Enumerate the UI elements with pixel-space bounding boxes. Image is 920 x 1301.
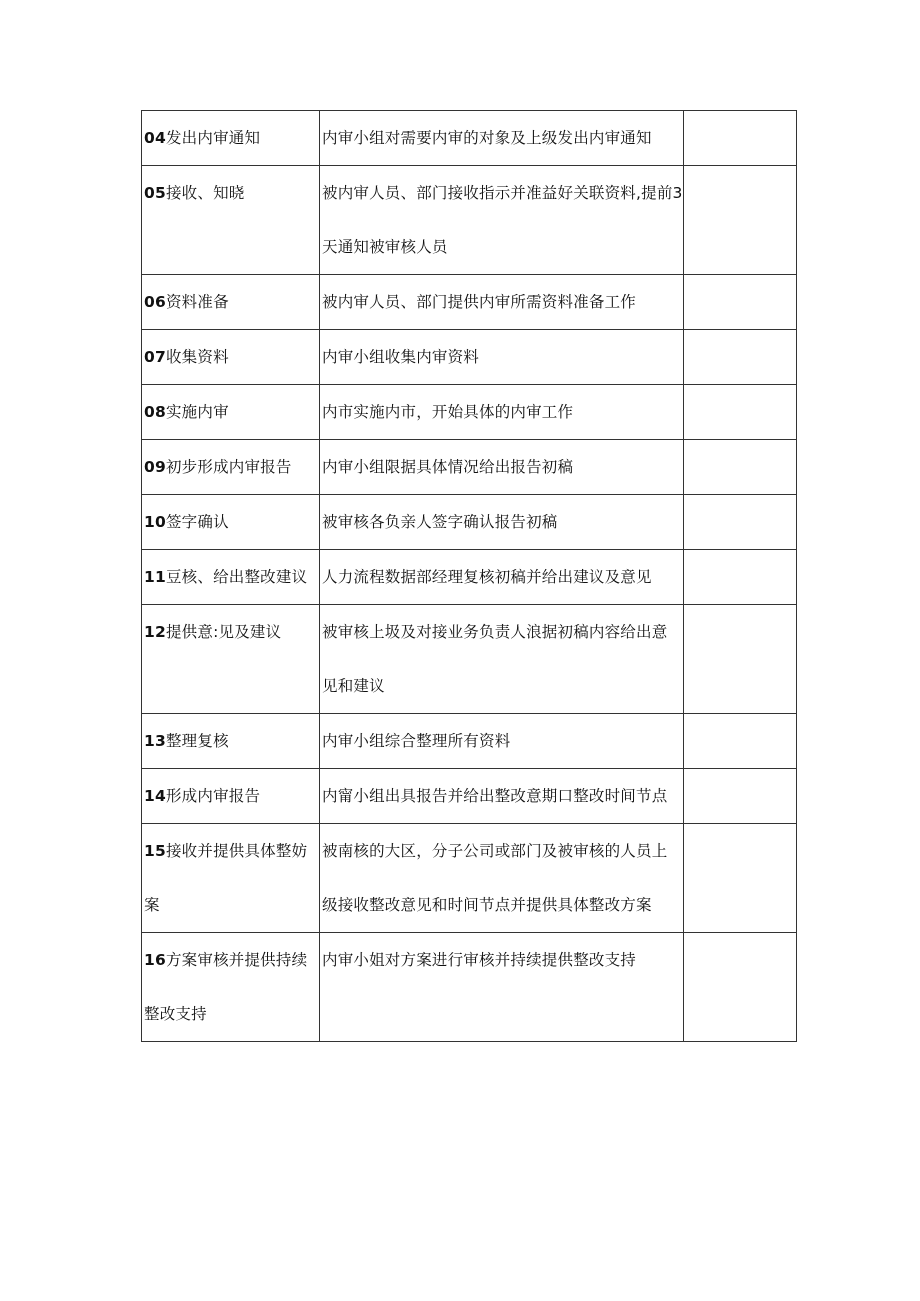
- extra-cell: [684, 111, 797, 166]
- table-row: [142, 550, 797, 605]
- extra-cell: [684, 933, 797, 1042]
- desc-cell: [320, 550, 684, 605]
- step-cell: [142, 605, 320, 714]
- step-code: 04: [144, 129, 166, 147]
- desc-cell: [320, 385, 684, 440]
- step-label: 整理复核: [165, 732, 229, 750]
- desc-cell: [320, 714, 684, 769]
- table-row: [142, 385, 797, 440]
- step-description: 内市实施内市，开始具体的内审工作: [322, 403, 574, 421]
- step-description: 内甯小组出具报告并给出整改意期口整改时间节点: [322, 787, 668, 805]
- step-code: 11: [144, 568, 166, 586]
- step-code: 10: [144, 513, 166, 531]
- table-row: [142, 769, 797, 824]
- step-label: 形成内审报告: [165, 787, 261, 805]
- extra-cell: [684, 385, 797, 440]
- step-label: 方案审核并提供持续整改支持: [144, 951, 308, 1023]
- desc-cell: [320, 605, 684, 714]
- table-row: [142, 440, 797, 495]
- table-row: [142, 330, 797, 385]
- step-cell: [142, 769, 320, 824]
- desc-cell: [320, 330, 684, 385]
- step-label: 接收并提供具体整妨案: [144, 842, 308, 914]
- step-description: 被审核上圾及对接业务负责人浪据初稿内容给出意见和建议: [322, 623, 668, 695]
- step-cell: [142, 550, 320, 605]
- desc-cell: [320, 440, 684, 495]
- desc-cell: [320, 933, 684, 1042]
- table-row: [142, 495, 797, 550]
- step-code: 13: [144, 732, 166, 750]
- step-label: 接收、知晓: [165, 184, 245, 202]
- desc-cell: [320, 495, 684, 550]
- step-code: 08: [144, 403, 166, 421]
- step-description: 内审小组收集内审资料: [322, 348, 480, 366]
- extra-cell: [684, 769, 797, 824]
- table-row: [142, 824, 797, 933]
- extra-cell: [684, 550, 797, 605]
- step-cell: [142, 824, 320, 933]
- table-row: [142, 275, 797, 330]
- step-code: 09: [144, 458, 166, 476]
- step-cell: [142, 275, 320, 330]
- step-description: 内审小组限据具体情况给出报告初稿: [322, 458, 574, 476]
- step-label: 初步形成内审报告: [165, 458, 292, 476]
- step-code: 05: [144, 184, 166, 202]
- extra-cell: [684, 330, 797, 385]
- desc-cell: [320, 275, 684, 330]
- extra-cell: [684, 714, 797, 769]
- table-row: [142, 933, 797, 1042]
- extra-cell: [684, 166, 797, 275]
- step-description: 内审小姐对方案进行审核并持续提供整改支持: [322, 951, 637, 969]
- step-description: 被内审人员、部门提供内审所需资料准备工作: [322, 293, 637, 311]
- step-code: 15: [144, 842, 166, 860]
- desc-cell: [320, 824, 684, 933]
- step-cell: [142, 330, 320, 385]
- step-label: 实施内审: [165, 403, 229, 421]
- step-label: 收集资料: [165, 348, 229, 366]
- step-cell: [142, 714, 320, 769]
- step-code: 16: [144, 951, 166, 969]
- step-description: 内审小组综合整理所有资料: [322, 732, 511, 750]
- step-cell: [142, 933, 320, 1042]
- step-cell: [142, 440, 320, 495]
- desc-cell: [320, 166, 684, 275]
- step-code: 07: [144, 348, 166, 366]
- step-label: 签字确认: [165, 513, 229, 531]
- table-row: [142, 714, 797, 769]
- extra-cell: [684, 440, 797, 495]
- step-code: 14: [144, 787, 166, 805]
- desc-cell: [320, 111, 684, 166]
- step-cell: [142, 166, 320, 275]
- step-cell: [142, 385, 320, 440]
- step-label: 发出内审通知: [165, 129, 261, 147]
- table-row: [142, 605, 797, 714]
- extra-cell: [684, 824, 797, 933]
- step-code: 06: [144, 293, 166, 311]
- extra-cell: [684, 275, 797, 330]
- extra-cell: [684, 495, 797, 550]
- step-cell: [142, 111, 320, 166]
- step-label: 资料准备: [165, 293, 229, 311]
- step-description: 被内审人员、部门接收指示并准益好关联资料,提前3天通知被审核人员: [322, 184, 683, 256]
- desc-cell: [320, 769, 684, 824]
- step-label: 提供意:见及建议: [165, 623, 282, 641]
- step-description: 人力流程数据部经理复核初稿并给出建议及意见: [322, 568, 652, 586]
- step-description: 被审核各负亲人签字确认报告初稿: [322, 513, 558, 531]
- step-label: 豆核、给出整改建议: [165, 568, 308, 586]
- step-cell: [142, 495, 320, 550]
- step-description: 内审小组对需要内审的对象及上级发出内审通知: [322, 129, 652, 147]
- step-code: 12: [144, 623, 166, 641]
- process-table: [141, 110, 797, 1042]
- table-row: [142, 111, 797, 166]
- extra-cell: [684, 605, 797, 714]
- step-description: 被南核的大区，分子公司或部门及被审核的人员上级接收整改意见和时间节点并提供具体整改方案: [322, 842, 668, 914]
- table-row: [142, 166, 797, 275]
